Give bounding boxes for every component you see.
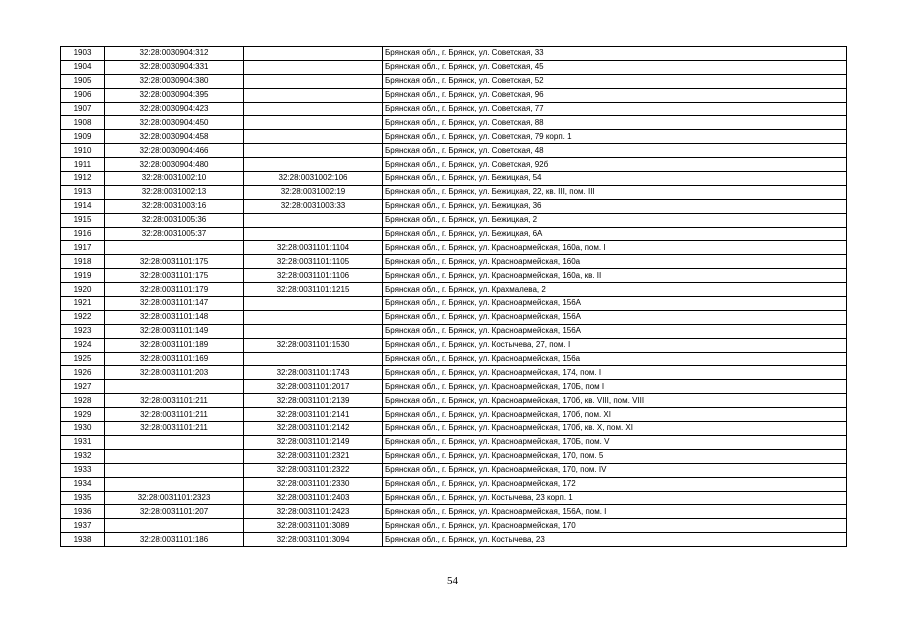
table-row bbox=[61, 324, 847, 338]
table-row bbox=[61, 60, 847, 74]
cadastral-number-cell: 32:28:0030904:458 bbox=[105, 130, 244, 144]
row-number-cell: 1923 bbox=[61, 324, 105, 338]
parent-cadastral-number-cell: 32:28:0031002:106 bbox=[244, 172, 383, 186]
address-cell: Брянская обл., г. Брянск, ул. Крахмалева, 2 bbox=[383, 283, 847, 297]
table-row bbox=[61, 269, 847, 283]
address-cell: Брянская обл., г. Брянск, ул. Советская, 52 bbox=[383, 74, 847, 88]
address-cell: Брянская обл., г. Брянск, ул. Советская, 45 bbox=[383, 60, 847, 74]
cadastral-number-cell bbox=[105, 435, 244, 449]
address-cell: Брянская обл., г. Брянск, ул. Бежицкая, 22, кв. III, пом. III bbox=[383, 185, 847, 199]
cadastral-number-cell: 32:28:0031101:207 bbox=[105, 505, 244, 519]
row-number-cell: 1921 bbox=[61, 297, 105, 311]
cadastral-number-cell: 32:28:0031101:211 bbox=[105, 422, 244, 436]
parent-cadastral-number-cell: 32:28:0031101:2149 bbox=[244, 435, 383, 449]
row-number-cell: 1928 bbox=[61, 394, 105, 408]
address-cell: Брянская обл., г. Брянск, ул. Красноармейская, 160а, кв. II bbox=[383, 269, 847, 283]
address-cell: Брянская обл., г. Брянск, ул. Советская, 79 корп. 1 bbox=[383, 130, 847, 144]
parent-cadastral-number-cell bbox=[244, 144, 383, 158]
address-cell: Брянская обл., г. Брянск, ул. Красноармейская, 170б, пом. XI bbox=[383, 408, 847, 422]
cadastral-number-cell: 32:28:0030904:466 bbox=[105, 144, 244, 158]
cadastral-number-cell: 32:28:0031101:148 bbox=[105, 310, 244, 324]
row-number-cell: 1914 bbox=[61, 199, 105, 213]
parent-cadastral-number-cell: 32:28:0031101:3094 bbox=[244, 533, 383, 547]
parent-cadastral-number-cell: 32:28:0031101:2017 bbox=[244, 380, 383, 394]
cadastral-number-cell: 32:28:0031101:147 bbox=[105, 297, 244, 311]
row-number-cell: 1936 bbox=[61, 505, 105, 519]
cadastral-number-cell bbox=[105, 519, 244, 533]
table-row bbox=[61, 394, 847, 408]
address-cell: Брянская обл., г. Брянск, ул. Бежицкая, 6А bbox=[383, 227, 847, 241]
cadastral-number-cell: 32:28:0031101:2323 bbox=[105, 491, 244, 505]
cadastral-number-cell bbox=[105, 449, 244, 463]
table-row bbox=[61, 283, 847, 297]
parent-cadastral-number-cell: 32:28:0031003:33 bbox=[244, 199, 383, 213]
table-row bbox=[61, 158, 847, 172]
parent-cadastral-number-cell: 32:28:0031101:2330 bbox=[244, 477, 383, 491]
table-row bbox=[61, 477, 847, 491]
parent-cadastral-number-cell bbox=[244, 102, 383, 116]
table-row bbox=[61, 435, 847, 449]
address-cell: Брянская обл., г. Брянск, ул. Советская, 33 bbox=[383, 47, 847, 61]
row-number-cell: 1905 bbox=[61, 74, 105, 88]
row-number-cell: 1924 bbox=[61, 338, 105, 352]
cadastral-number-cell: 32:28:0031003:16 bbox=[105, 199, 244, 213]
cadastral-number-cell: 32:28:0031002:10 bbox=[105, 172, 244, 186]
table-row bbox=[61, 310, 847, 324]
row-number-cell: 1927 bbox=[61, 380, 105, 394]
parent-cadastral-number-cell: 32:28:0031101:1104 bbox=[244, 241, 383, 255]
parent-cadastral-number-cell: 32:28:0031101:2322 bbox=[244, 463, 383, 477]
row-number-cell: 1912 bbox=[61, 172, 105, 186]
cadastral-number-cell: 32:28:0031005:36 bbox=[105, 213, 244, 227]
cadastral-number-cell bbox=[105, 380, 244, 394]
registry-table-body bbox=[61, 47, 847, 547]
cadastral-number-cell: 32:28:0031101:203 bbox=[105, 366, 244, 380]
address-cell: Брянская обл., г. Брянск, ул. Красноармейская, 160а bbox=[383, 255, 847, 269]
row-number-cell: 1937 bbox=[61, 519, 105, 533]
cadastral-number-cell: 32:28:0031101:189 bbox=[105, 338, 244, 352]
table-row bbox=[61, 47, 847, 61]
parent-cadastral-number-cell bbox=[244, 47, 383, 61]
parent-cadastral-number-cell: 32:28:0031101:1106 bbox=[244, 269, 383, 283]
parent-cadastral-number-cell: 32:28:0031101:2139 bbox=[244, 394, 383, 408]
parent-cadastral-number-cell bbox=[244, 158, 383, 172]
table-row bbox=[61, 199, 847, 213]
row-number-cell: 1903 bbox=[61, 47, 105, 61]
cadastral-number-cell: 32:28:0031101:169 bbox=[105, 352, 244, 366]
table-row bbox=[61, 352, 847, 366]
row-number-cell: 1926 bbox=[61, 366, 105, 380]
table-row bbox=[61, 213, 847, 227]
row-number-cell: 1931 bbox=[61, 435, 105, 449]
cadastral-number-cell: 32:28:0030904:312 bbox=[105, 47, 244, 61]
row-number-cell: 1904 bbox=[61, 60, 105, 74]
table-row bbox=[61, 241, 847, 255]
table-row bbox=[61, 74, 847, 88]
address-cell: Брянская обл., г. Брянск, ул. Красноармейская, 156А, пом. I bbox=[383, 505, 847, 519]
address-cell: Брянская обл., г. Брянск, ул. Советская, 48 bbox=[383, 144, 847, 158]
parent-cadastral-number-cell bbox=[244, 310, 383, 324]
table-row bbox=[61, 380, 847, 394]
registry-table bbox=[60, 46, 847, 547]
address-cell: Брянская обл., г. Брянск, ул. Бежицкая, 54 bbox=[383, 172, 847, 186]
row-number-cell: 1917 bbox=[61, 241, 105, 255]
address-cell: Брянская обл., г. Брянск, ул. Советская, 92б bbox=[383, 158, 847, 172]
address-cell: Брянская обл., г. Брянск, ул. Советская, 77 bbox=[383, 102, 847, 116]
table-row bbox=[61, 533, 847, 547]
parent-cadastral-number-cell bbox=[244, 227, 383, 241]
address-cell: Брянская обл., г. Брянск, ул. Костычева, 27, пом. I bbox=[383, 338, 847, 352]
address-cell: Брянская обл., г. Брянск, ул. Советская, 96 bbox=[383, 88, 847, 102]
parent-cadastral-number-cell: 32:28:0031101:2423 bbox=[244, 505, 383, 519]
row-number-cell: 1911 bbox=[61, 158, 105, 172]
parent-cadastral-number-cell: 32:28:0031101:2403 bbox=[244, 491, 383, 505]
cadastral-number-cell: 32:28:0030904:450 bbox=[105, 116, 244, 130]
row-number-cell: 1929 bbox=[61, 408, 105, 422]
cadastral-number-cell: 32:28:0031101:149 bbox=[105, 324, 244, 338]
row-number-cell: 1919 bbox=[61, 269, 105, 283]
cadastral-number-cell: 32:28:0031101:186 bbox=[105, 533, 244, 547]
cadastral-number-cell: 32:28:0030904:331 bbox=[105, 60, 244, 74]
address-cell: Брянская обл., г. Брянск, ул. Красноармейская, 174, пом. I bbox=[383, 366, 847, 380]
address-cell: Брянская обл., г. Брянск, ул. Костычева, 23 bbox=[383, 533, 847, 547]
parent-cadastral-number-cell: 32:28:0031101:1105 bbox=[244, 255, 383, 269]
address-cell: Брянская обл., г. Брянск, ул. Красноармейская, 156а bbox=[383, 352, 847, 366]
cadastral-number-cell: 32:28:0031101:179 bbox=[105, 283, 244, 297]
table-row bbox=[61, 185, 847, 199]
cadastral-number-cell bbox=[105, 477, 244, 491]
row-number-cell: 1910 bbox=[61, 144, 105, 158]
row-number-cell: 1906 bbox=[61, 88, 105, 102]
address-cell: Брянская обл., г. Брянск, ул. Красноармейская, 156А bbox=[383, 297, 847, 311]
page-number: 54 bbox=[447, 575, 458, 587]
row-number-cell: 1913 bbox=[61, 185, 105, 199]
address-cell: Брянская обл., г. Брянск, ул. Красноармейская, 160а, пом. I bbox=[383, 241, 847, 255]
cadastral-number-cell: 32:28:0031101:175 bbox=[105, 255, 244, 269]
address-cell: Брянская обл., г. Брянск, ул. Красноармейская, 156А bbox=[383, 324, 847, 338]
parent-cadastral-number-cell bbox=[244, 130, 383, 144]
table-row bbox=[61, 491, 847, 505]
cadastral-number-cell: 32:28:0031101:211 bbox=[105, 394, 244, 408]
row-number-cell: 1934 bbox=[61, 477, 105, 491]
row-number-cell: 1932 bbox=[61, 449, 105, 463]
address-cell: Брянская обл., г. Брянск, ул. Красноармейская, 156А bbox=[383, 310, 847, 324]
table-row bbox=[61, 116, 847, 130]
address-cell: Брянская обл., г. Брянск, ул. Красноармейская, 170Б, пом I bbox=[383, 380, 847, 394]
parent-cadastral-number-cell bbox=[244, 297, 383, 311]
row-number-cell: 1935 bbox=[61, 491, 105, 505]
parent-cadastral-number-cell: 32:28:0031101:1530 bbox=[244, 338, 383, 352]
cadastral-number-cell: 32:28:0030904:380 bbox=[105, 74, 244, 88]
parent-cadastral-number-cell bbox=[244, 60, 383, 74]
table-row bbox=[61, 408, 847, 422]
row-number-cell: 1915 bbox=[61, 213, 105, 227]
row-number-cell: 1907 bbox=[61, 102, 105, 116]
cadastral-number-cell: 32:28:0031101:211 bbox=[105, 408, 244, 422]
table-row bbox=[61, 130, 847, 144]
cadastral-number-cell bbox=[105, 463, 244, 477]
cadastral-number-cell: 32:28:0030904:480 bbox=[105, 158, 244, 172]
table-row bbox=[61, 449, 847, 463]
parent-cadastral-number-cell bbox=[244, 116, 383, 130]
row-number-cell: 1920 bbox=[61, 283, 105, 297]
table-row bbox=[61, 227, 847, 241]
parent-cadastral-number-cell: 32:28:0031101:1215 bbox=[244, 283, 383, 297]
parent-cadastral-number-cell: 32:28:0031101:2321 bbox=[244, 449, 383, 463]
table-row bbox=[61, 519, 847, 533]
table-row bbox=[61, 88, 847, 102]
address-cell: Брянская обл., г. Брянск, ул. Костычева, 23 корп. 1 bbox=[383, 491, 847, 505]
address-cell: Брянская обл., г. Брянск, ул. Красноармейская, 170б, кв. X, пом. XI bbox=[383, 422, 847, 436]
cadastral-number-cell bbox=[105, 241, 244, 255]
parent-cadastral-number-cell: 32:28:0031101:3089 bbox=[244, 519, 383, 533]
row-number-cell: 1916 bbox=[61, 227, 105, 241]
address-cell: Брянская обл., г. Брянск, ул. Красноармейская, 170, пом. IV bbox=[383, 463, 847, 477]
table-row bbox=[61, 102, 847, 116]
table-row bbox=[61, 366, 847, 380]
table-row bbox=[61, 463, 847, 477]
table-row bbox=[61, 297, 847, 311]
parent-cadastral-number-cell bbox=[244, 88, 383, 102]
parent-cadastral-number-cell: 32:28:0031101:2142 bbox=[244, 422, 383, 436]
cadastral-number-cell: 32:28:0031005:37 bbox=[105, 227, 244, 241]
parent-cadastral-number-cell: 32:28:0031002:19 bbox=[244, 185, 383, 199]
address-cell: Брянская обл., г. Брянск, ул. Красноармейская, 170 bbox=[383, 519, 847, 533]
table-row bbox=[61, 255, 847, 269]
cadastral-number-cell: 32:28:0031002:13 bbox=[105, 185, 244, 199]
parent-cadastral-number-cell bbox=[244, 213, 383, 227]
row-number-cell: 1922 bbox=[61, 310, 105, 324]
cadastral-number-cell: 32:28:0031101:175 bbox=[105, 269, 244, 283]
row-number-cell: 1918 bbox=[61, 255, 105, 269]
cadastral-number-cell: 32:28:0030904:395 bbox=[105, 88, 244, 102]
row-number-cell: 1908 bbox=[61, 116, 105, 130]
row-number-cell: 1933 bbox=[61, 463, 105, 477]
row-number-cell: 1925 bbox=[61, 352, 105, 366]
cadastral-number-cell: 32:28:0030904:423 bbox=[105, 102, 244, 116]
table-row bbox=[61, 505, 847, 519]
address-cell: Брянская обл., г. Брянск, ул. Красноармейская, 170б, кв. VIII, пом. VIII bbox=[383, 394, 847, 408]
address-cell: Брянская обл., г. Брянск, ул. Бежицкая, 2 bbox=[383, 213, 847, 227]
table-row bbox=[61, 144, 847, 158]
parent-cadastral-number-cell bbox=[244, 324, 383, 338]
address-cell: Брянская обл., г. Брянск, ул. Бежицкая, 36 bbox=[383, 199, 847, 213]
address-cell: Брянская обл., г. Брянск, ул. Красноармейская, 170Б, пом. V bbox=[383, 435, 847, 449]
address-cell: Брянская обл., г. Брянск, ул. Советская, 88 bbox=[383, 116, 847, 130]
row-number-cell: 1909 bbox=[61, 130, 105, 144]
address-cell: Брянская обл., г. Брянск, ул. Красноармейская, 170, пом. 5 bbox=[383, 449, 847, 463]
parent-cadastral-number-cell: 32:28:0031101:2141 bbox=[244, 408, 383, 422]
address-cell: Брянская обл., г. Брянск, ул. Красноармейская, 172 bbox=[383, 477, 847, 491]
row-number-cell: 1930 bbox=[61, 422, 105, 436]
parent-cadastral-number-cell bbox=[244, 74, 383, 88]
parent-cadastral-number-cell bbox=[244, 352, 383, 366]
table-row bbox=[61, 338, 847, 352]
row-number-cell: 1938 bbox=[61, 533, 105, 547]
table-row bbox=[61, 422, 847, 436]
parent-cadastral-number-cell: 32:28:0031101:1743 bbox=[244, 366, 383, 380]
table-row bbox=[61, 172, 847, 186]
